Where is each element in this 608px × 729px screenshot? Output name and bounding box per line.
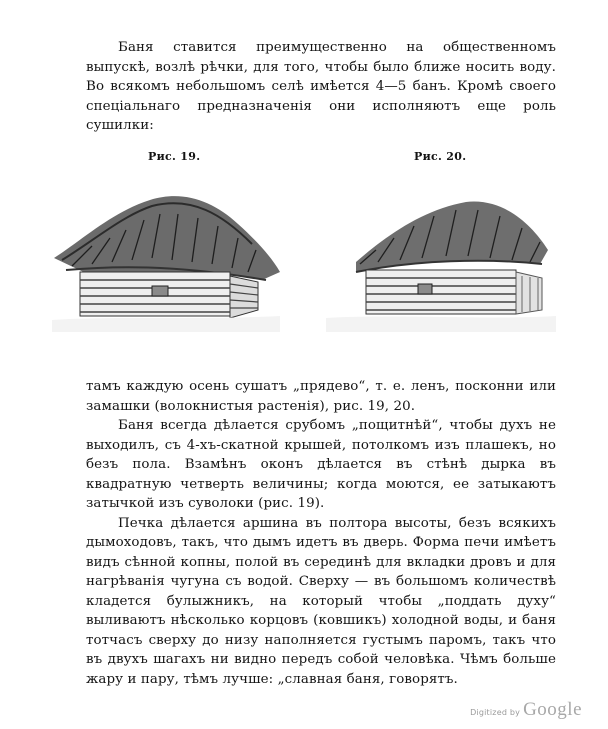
figure-20-image (326, 180, 556, 332)
digitized-watermark (470, 699, 582, 721)
watermark-prefix: Digitized by (470, 708, 521, 717)
fig20-log-walls (366, 270, 542, 314)
paragraph-stove: Печка дѣлается аршина въ полтора высоты, безъ всякихъ дымоходовъ, такъ, что дымъ идетъ въ дверь. Форма печи имѣетъ видъ сѣнной копны, полой въ серединѣ для вкладки дровъ и для нагрѣванія чугуна съ водой. Сверху — въ большомъ количествѣ кладется булыжникъ, на который чтобы „поддать духу“ выливаютъ нѣсколько корцовъ (ковшикъ) холодной воды, и баня тотчасъ сверху до низу наполняется густымъ паромъ, такъ что въ двухъ шагахъ ни видно передъ собой человѣка. Чѣмъ больше жару и пару, тѣмъ лучше: „славная баня, говорятъ. (86, 515, 556, 687)
body-text-block (86, 377, 556, 689)
intro-paragraph: Баня ставится преимущественно на общественномъ выпускѣ, возлѣ рѣчки, для того, чтобы было ближе носить воду. Во всякомъ небольшомъ селѣ имѣется 4—5 банъ. Кромѣ своего спеціальнаго предназначенія они исполняютъ еще роль сушилки: (86, 40, 556, 133)
fig19-log-walls (80, 272, 258, 318)
paragraph-continuation: тамъ каждую осень сушатъ „прядево“, т. е. ленъ, посконни или замашки (волокнистыя растенія), рис. 19, 20. (86, 379, 556, 414)
fig19-thatch-roof (54, 196, 280, 280)
figure-20-caption: Рис. 20. (414, 150, 467, 163)
paragraph-bathhouse: Баня всегда дѣлается срубомъ „пощитнѣй“, чтобы духъ не выходилъ, съ 4-хъ-скатной крышей, потолкомъ изъ плашекъ, но безъ пола. Взамѣнъ оконъ дѣлается въ стѣнѣ дырка въ квадратную четверть величины; когда моются, ее затыкаютъ затычкой изъ суволоки (рис. 19). (86, 418, 556, 511)
figure-19-caption: Рис. 19. (148, 150, 201, 163)
google-logo: Google (523, 699, 582, 720)
intro-paragraph-block (86, 38, 556, 136)
fig20-thatch-roof (356, 202, 548, 272)
figure-19-image (52, 180, 282, 332)
